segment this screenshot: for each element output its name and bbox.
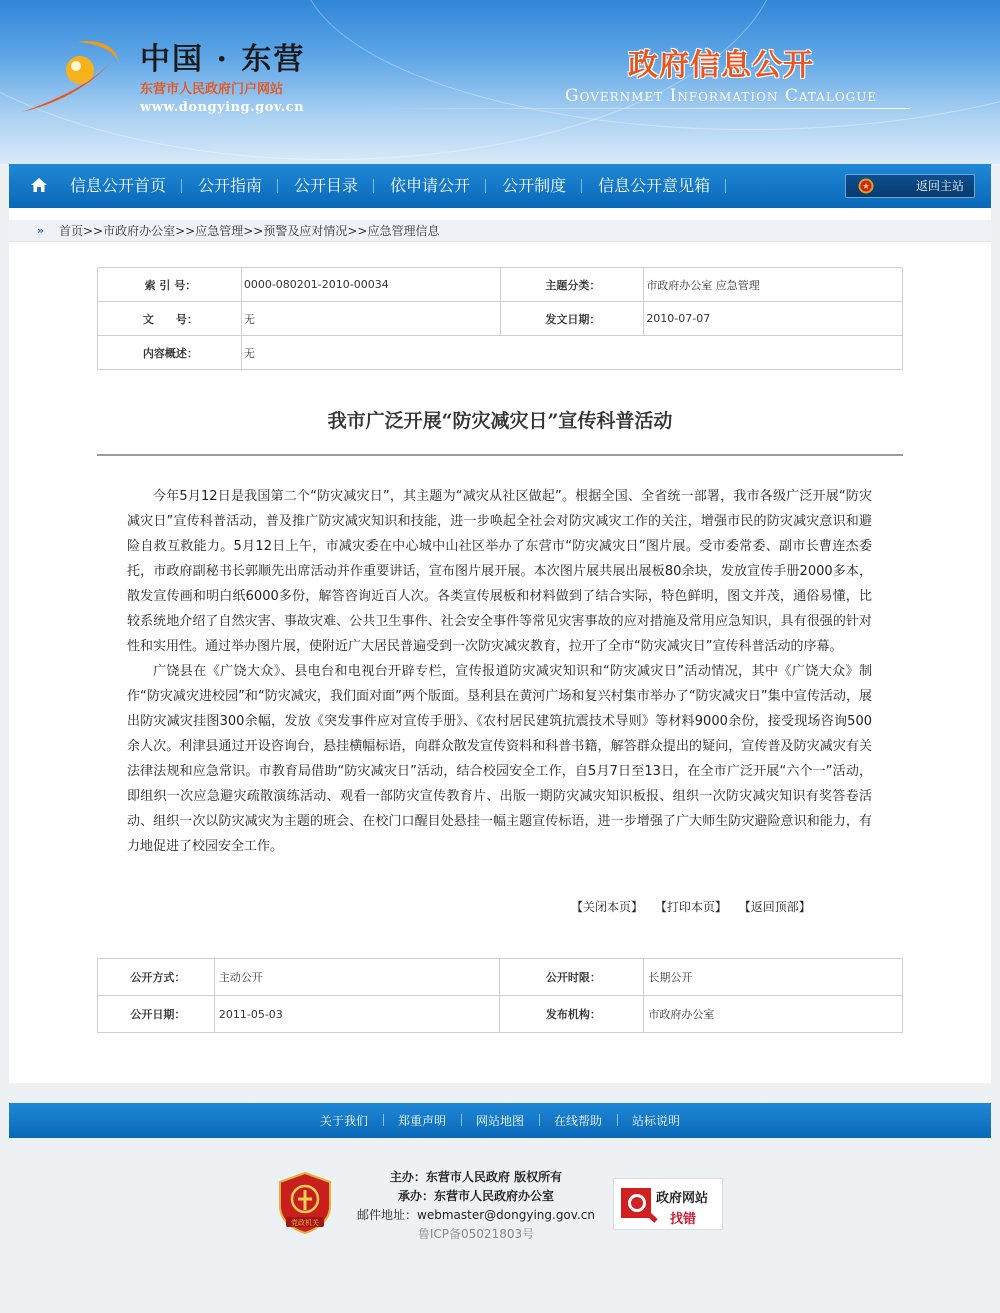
meta-value-summary: 无 [241,336,902,370]
back-to-main-site-button[interactable] [845,174,975,198]
content-area [9,208,991,1083]
footer-organizer: 承办：东营市人民政府办公室 [397,1189,554,1203]
meta-label-category: 主题分类： [500,268,644,302]
breadcrumb [9,220,991,242]
meta-value-doc-no: 无 [241,302,500,336]
publish-label-date: 公开日期： [98,996,215,1033]
footer-links-bar [9,1103,991,1138]
logo-swoosh-icon [18,36,130,116]
title-divider [97,454,903,456]
nav-item-catalogue[interactable]: 公开目录 [278,164,374,208]
back-home-label: 返回主站 [915,179,964,193]
badge-right-line1: 政府网站 [656,1191,709,1206]
footer-link-help[interactable]: 在线帮助 [539,1112,617,1129]
footer-host: 主办：东营市人民政府 版权所有 [389,1170,563,1184]
section-title: 政府信息公开 [628,48,814,83]
close-page-link[interactable]: 【关闭本页】 [571,900,644,914]
site-header [0,0,1000,164]
nav-item-system[interactable]: 公开制度 [486,164,582,208]
nav-item-mailbox[interactable]: 信息公开意见箱 [582,164,726,208]
national-emblem-icon [858,178,874,194]
article-actions [571,898,819,915]
main-nav [9,164,991,208]
meta-value-issue-date: 2010-07-07 [644,302,903,336]
publish-label-period: 公开时限： [499,959,644,996]
header-divider [370,108,910,109]
back-to-top-link[interactable]: 【返回顶部】 [738,900,811,914]
publish-value-period: 长期公开 [644,959,903,996]
footer-link-about[interactable]: 关于我们 [319,1114,368,1128]
footer-link-sitemap[interactable]: 网站地图 [461,1112,539,1129]
print-page-link[interactable]: 【打印本页】 [654,900,727,914]
home-icon[interactable] [30,176,48,194]
nav-items [54,164,726,208]
meta-value-index: 0000-080201-2010-00034 [241,268,500,302]
meta-label-issue-date: 发文日期： [500,302,644,336]
logo-title: 中国 · 东营 [140,42,306,77]
meta-label-summary: 内容概述： [98,336,242,370]
publish-value-date: 2011-05-03 [214,996,499,1033]
logo-subtitle: 东营市人民政府门户网站 [140,82,284,97]
footer-email[interactable]: 邮件地址：webmaster@dongying.gov.cn [357,1208,595,1222]
nav-item-guide[interactable]: 公开指南 [182,164,278,208]
nav-item-apply[interactable]: 依申请公开 [374,164,486,208]
publish-value-method: 主动公开 [214,959,499,996]
badge-right-line2: 找错 [670,1212,697,1227]
publish-label-method: 公开方式： [98,959,215,996]
meta-label-doc-no: 文 号： [98,302,242,336]
footer-info [356,1168,596,1244]
double-chevron-icon: » [37,224,45,237]
article-body [127,484,872,859]
footer-link-site-mark[interactable]: 站标说明 [617,1112,695,1129]
party-gov-badge-icon[interactable] [278,1172,332,1234]
section-subtitle: Governmet Information Catalogue [565,86,878,106]
breadcrumb-text[interactable]: 首页>>市政府办公室>>应急管理>>预警及应对情况>>应急管理信息 [59,224,440,238]
article-paragraph: 广饶县在《广饶大众》、县电台和电视台开辟专栏，宣传报道防灾减灾知识和“防灾减灾日”活动情况，其中《广饶大众》制作“防灾减灾进校园”和“防灾减灾，我们面对面”两个版面。垦利县在黄河广场和复兴村集市举办了“防灾减灾日”集中宣传活动，展出防灾减灾挂图300余幅，发放《突发事件应对宣传手册》、《农村居民建筑抗震技术导则》等材料9000余份，接受现场咨询500余人次。利津县通过开设咨询台，悬挂横幅标语，向群众散发宣传资料和科普书籍，解答群众提出的疑问，宣传普及防灾减灾有关法律法规和应急常识。市教育局借助“防灾减灾日”活动，结合校园安全工作，自5月7日至13日，在全市广泛开展“六个一”活动，即组织一次应急避灾疏散演练活动、观看一部防灾宣传教育片、出版一期防灾减灾知识板报、组织一次防灾减灾知识有奖答卷活动、组织一次以防灾减灾为主题的班会、在校门口醒目处悬挂一幅主题宣传标语，进一步增强了广大师生防灾避险意识和能力，有力地促进了校园安全工作。 [127,664,872,854]
logo-url: www.dongying.gov.cn [140,100,305,115]
article-paragraph: 今年5月12日是我国第二个“防灾减灾日”，其主题为“减灾从社区做起”。根据全国、全省统一部署，我市各级广泛开展“防灾减灾日”宣传科普活动，普及推广防灾减灾知识和技能，进一步唤起全社会对防灾减灾工作的关注，增强市民的防灾减灾意识和避险自救互救能力。5月12日上午，市减灾委在中心城中山社区举办了东营市“防灾减灾日”图片展。受市委常委、副市长曹连杰委托，市政府副秘书长郭顺先出席活动并作重要讲话，宣布图片展开展。本次图片展共展出展板80余块，发放宣传手册2000多本，散发宣传画和明白纸6000多份，解答咨询近百人次。各类宣传展板和材料做到了结合实际，特色鲜明，图文并茂，通俗易懂，比较系统地介绍了自然灾害、事故灾难、公共卫生事件、社会安全事件等常见灾害事故的应对措施及常用应急知识，具有很强的针对性和实用性。通过举办图片展，使附近广大居民普遍受到一次防灾减灾教育，拉开了全市“防灾减灾日”宣传科普活动的序幕。 [127,489,872,654]
gov-site-report-error-badge[interactable] [613,1178,723,1230]
publish-label-publisher: 发布机构： [499,996,644,1033]
document-meta-table [97,267,903,370]
publish-meta-table [97,958,903,1033]
footer-link-statement[interactable]: 郑重声明 [383,1112,461,1129]
meta-label-index: 索 引 号： [98,268,242,302]
publish-value-publisher: 市政府办公室 [644,996,903,1033]
footer-icp[interactable]: 鲁ICP备05021803号 [417,1227,535,1241]
party-gov-badge-text: 党政机关 [291,1219,319,1227]
magnifier-icon [620,1185,658,1223]
meta-value-category: 市政府办公室 应急管理 [644,268,903,302]
nav-item-home[interactable]: 信息公开首页 [54,164,182,208]
article-title: 我市广泛开展“防灾减灾日”宣传科普活动 [327,410,673,432]
